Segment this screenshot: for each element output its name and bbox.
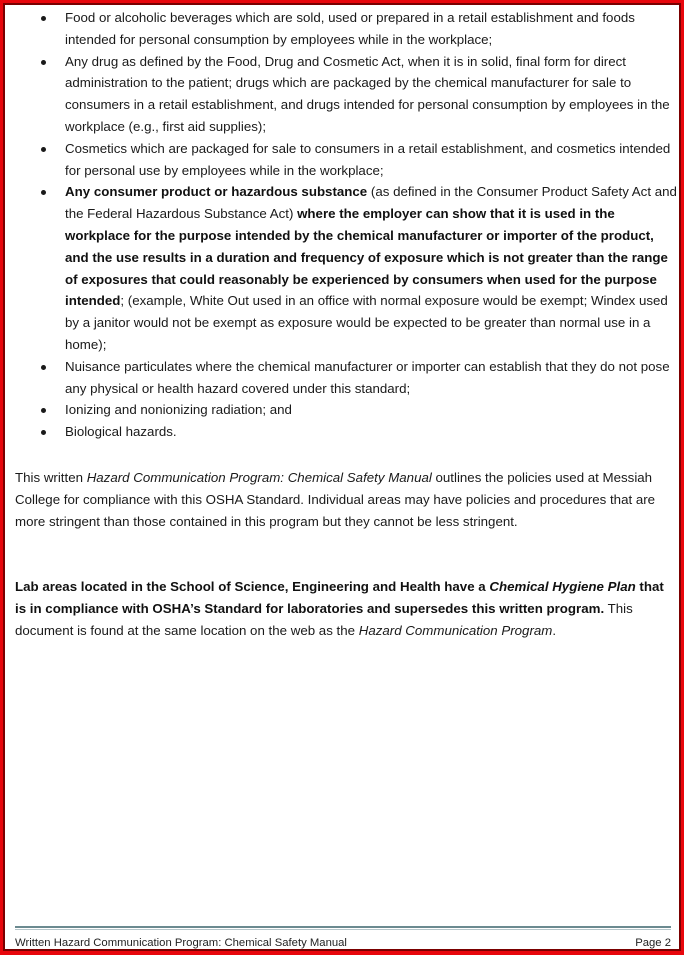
plan-title: Chemical Hygiene Plan — [489, 579, 636, 594]
list-item-text: Cosmetics which are packaged for sale to consumers in a retail establishment, and cosmetics intended for personal use by employees while in the workplace; — [65, 140, 671, 178]
list-item-text: Biological hazards. — [65, 424, 177, 440]
document-page — [11, 5, 677, 949]
program-title: Hazard Communication Program — [358, 622, 553, 638]
bold-text: Any consumer product or hazardous substance — [65, 184, 368, 200]
list-item-text: Ionizing and nonionizing radiation; and — [65, 402, 292, 418]
plain-text: (as defined in the Consumer Product Safety Act and the Federal Hazardous Substance Act) — [65, 184, 677, 222]
bold-text: where the employer can show that it is used in the workplace for the purpose intended by the chemical manufacturer or importer of the product, and the use results in a duration and frequency of exposure which is not greater than the range of exposures that could reasonably be experienced by consumers when used for the purpose intended — [65, 206, 668, 309]
page-number: Page 2 — [635, 937, 671, 949]
paragraph-text: outlines the policies used at Messiah College for compliance with this OSHA Standard. Individual areas may have policies and procedures that are more stringent than those contained in this program but they cannot be less stringent. — [15, 470, 656, 529]
list-item — [11, 399, 677, 421]
paragraph-text: . — [552, 622, 557, 638]
list-item-text: Nuisance particulates where the chemical manufacturer or importer can establish that they do not pose any physical or health hazard covered under this standard; — [65, 358, 670, 396]
bullet-icon — [41, 365, 46, 370]
program-paragraph — [15, 467, 675, 532]
bullet-icon — [41, 408, 46, 413]
bullet-icon — [41, 190, 46, 195]
bullet-icon — [41, 147, 46, 152]
list-item-text: Any drug as defined by the Food, Drug and Cosmetic Act, when it is in solid, final form for direct administration to the patient; drugs which are packaged by the chemical manufacturer for sale to consumers in a retail establishment, and drugs intended for personal consumption by employees in the workplace (e.g., first aid supplies); — [65, 53, 670, 134]
list-item-text: Food or alcoholic beverages which are sold, used or prepared in a retail establishment and foods intended for personal consumption by employees while in the workplace; — [65, 10, 635, 47]
paragraph-text: This written — [15, 470, 87, 485]
list-item — [11, 51, 677, 138]
bullet-icon — [41, 430, 46, 435]
footer-divider — [15, 926, 671, 930]
list-item — [11, 181, 677, 355]
bold-text: Lab areas located in the School of Science, Engineering and Health have a — [15, 579, 490, 594]
manual-title: Hazard Communication Program: Chemical Safety Manual — [86, 470, 432, 485]
page-frame — [3, 3, 681, 951]
bullet-icon — [41, 60, 46, 65]
footer-title: Written Hazard Communication Program: Chemical Safety Manual — [15, 937, 347, 949]
bullet-icon — [41, 16, 46, 21]
lab-paragraph — [15, 576, 675, 641]
list-item — [11, 7, 677, 51]
list-item — [11, 421, 677, 443]
page-footer — [15, 933, 671, 955]
plain-text: ; (example, White Out used in an office with normal exposure would be exempt; Windex used by a janitor would not be exempt as exposure would be expected to be greater than normal use in a home); — [65, 293, 668, 352]
list-item — [11, 138, 677, 182]
bold-text: that is in compliance with OSHA’s Standard for laboratories and supersedes this written program. — [15, 579, 664, 616]
paragraph-text: This document is found at the same location on the web as the — [15, 600, 633, 638]
list-item — [11, 356, 677, 400]
exemption-list — [11, 7, 677, 443]
